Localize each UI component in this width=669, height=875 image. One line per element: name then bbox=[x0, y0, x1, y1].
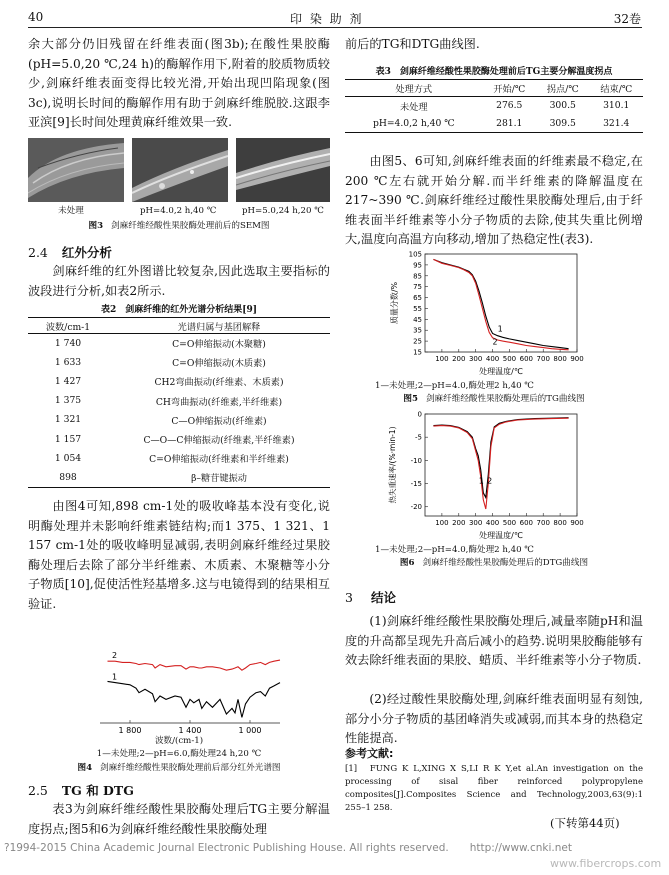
x-tick-label: 400 bbox=[485, 519, 500, 527]
x-tick-label: 200 bbox=[452, 355, 466, 363]
table3-title: 表3 剑麻纤维经酸性果胶酶处理前后TG主要分解温度拐点 bbox=[375, 67, 613, 77]
table-row bbox=[345, 97, 643, 115]
y-tick-label: 85 bbox=[413, 272, 422, 281]
series-label-1: 1 bbox=[497, 324, 503, 334]
fig6-legend: 1—未处理;2—pH=4.0,酶处理2 h,40 ℃ bbox=[375, 545, 534, 555]
fig6-plot bbox=[387, 411, 584, 541]
y-tick-label: 0 bbox=[417, 410, 422, 419]
table2-body bbox=[28, 334, 330, 488]
table-row bbox=[28, 372, 330, 391]
fig6-dtg-chart bbox=[385, 408, 585, 543]
table-row bbox=[28, 410, 330, 429]
fig3-label-b: pH=4.0,2 h,40 ℃ bbox=[140, 206, 217, 216]
left-para-3: 由图4可知,898 cm-1处的吸收峰基本没有变化,说明酶处理并未影响纤维素链结构;而1 375、1 321、1 157 cm-1处的吸收峰明显减弱,表明剑麻纤维经过果胶酶处理后去除了部分半纤维素、木质素、木聚糖等小分子物质[10],促使活性羟基增多.这与电镜得到的结果相互验证. bbox=[28, 499, 330, 611]
table3-header-cell: 处理方式 bbox=[395, 84, 433, 95]
assignment-cell: C—O伸缩振动(纤维素) bbox=[171, 415, 267, 427]
sem-image-ph4 bbox=[132, 138, 228, 202]
conclusion-1: (1)剑麻纤维经酸性果胶酶处理后,减量率随pH和温度的升高都呈现先升高后减小的趋势.说明果胶酶能够有效去除纤维表面的果胶、蜡质、半纤维素等小分子物质. bbox=[345, 614, 643, 667]
right-para-0: 前后的TG和DTG曲线图. bbox=[345, 37, 480, 51]
page-number: 40 bbox=[28, 10, 44, 24]
table3-cell: pH=4.0,2 h,40 ℃ bbox=[372, 117, 455, 129]
x-tick-label: 300 bbox=[468, 519, 483, 527]
x-tick-label: 500 bbox=[502, 355, 517, 363]
x-tick-label: 1 000 bbox=[238, 726, 262, 735]
wavenumber-cell: 1 157 bbox=[54, 433, 82, 445]
section-number: 2.5 bbox=[28, 783, 48, 798]
table3-cell: 310.1 bbox=[603, 100, 630, 112]
table3-header-row bbox=[345, 80, 643, 97]
left-para-2: 剑麻纤维的红外图谱比较复杂,因此选取主要指标的波段进行分析,如表2所示. bbox=[28, 264, 330, 298]
fig3-caption bbox=[28, 220, 330, 233]
table2-header-wavenumber: 波数/cm-1 bbox=[45, 321, 91, 333]
fig4-ir-chart bbox=[80, 645, 290, 735]
y-tick-label: -5 bbox=[415, 433, 422, 442]
table-row bbox=[28, 449, 330, 468]
y-tick-label: 35 bbox=[413, 326, 422, 335]
y-tick-label: 55 bbox=[413, 304, 422, 313]
fig5-caption-text: 剑麻纤维经酸性果胶酶处理后的TG曲线图 bbox=[425, 394, 585, 404]
table2 bbox=[28, 317, 330, 488]
fig3-caption-text: 剑麻纤维经酸性果胶酶处理前后的SEM图 bbox=[111, 221, 270, 231]
y-tick-label: 25 bbox=[413, 337, 422, 346]
journal-name: 印 染 助 剂 bbox=[290, 12, 364, 26]
assignment-cell: C=O伸缩振动(木聚糖) bbox=[172, 339, 266, 351]
x-axis-label: 处理温度/℃ bbox=[479, 531, 523, 540]
series-line-2 bbox=[108, 660, 281, 670]
y-tick-label: 75 bbox=[413, 283, 422, 292]
x-tick-label: 400 bbox=[485, 355, 500, 363]
fig4-caption bbox=[28, 762, 330, 775]
wavenumber-cell: 1 375 bbox=[54, 395, 82, 407]
right-para-1: 由图5、6可知,剑麻纤维表面的纤维素最不稳定,在200 ℃左右就开始分解.而半纤维素的降解温度在217~390 ℃.剑麻纤维经过酸性果胶酶处理后,由于纤维表面半纤维素等小分子物质的去除,使其失重比例增大,温度向高温方向移动,增加了热稳定性(表3). bbox=[345, 154, 643, 246]
wavenumber-cell: 1 054 bbox=[54, 452, 82, 464]
fig6-caption bbox=[345, 557, 643, 570]
sem-image-untreated bbox=[28, 138, 124, 202]
fig4-caption-number: 图4 bbox=[77, 763, 93, 773]
table3-cell: 未处理 bbox=[399, 101, 428, 113]
x-axis-label: 处理温度/℃ bbox=[479, 367, 523, 376]
assignment-cell: C=O伸缩振动(纤维素和半纤维素) bbox=[149, 454, 289, 466]
fig6-caption-number: 图6 bbox=[399, 558, 415, 568]
fig3-sublabels bbox=[28, 205, 330, 218]
section-2-5-heading bbox=[28, 781, 134, 799]
volume: 32卷 bbox=[613, 12, 641, 26]
copyright-footer: ?1994-2015 China Academic Journal Electronic Publishing House. All rights reserved. http://www.cnki.net bbox=[4, 842, 572, 854]
fig3-label-c: pH=5.0,24 h,20 ℃ bbox=[242, 206, 324, 216]
table3-cell: 321.4 bbox=[603, 117, 630, 129]
y-tick-label: 105 bbox=[408, 250, 422, 259]
fig4-caption-text: 剑麻纤维经酸性果胶酶处理前后部分红外光谱图 bbox=[100, 763, 281, 773]
y-tick-label: 15 bbox=[413, 348, 422, 357]
wavenumber-cell: 1 740 bbox=[54, 337, 82, 349]
assignment-cell: C—O—C伸缩振动(纤维素,半纤维素) bbox=[143, 435, 295, 447]
page-header bbox=[0, 0, 669, 30]
x-tick-label: 700 bbox=[536, 519, 550, 527]
table3-cell: 276.5 bbox=[496, 100, 523, 112]
assignment-cell: CH弯曲振动(纤维素,半纤维素) bbox=[155, 396, 283, 408]
x-tick-label: 1 800 bbox=[118, 726, 142, 735]
conclusion-2: (2)经过酸性果胶酶处理,剑麻纤维表面明显有刻蚀,部分小分子物质的基团峰消失或减弱,而其本身的热稳定性能提高. bbox=[345, 692, 643, 745]
plot-frame bbox=[425, 414, 577, 516]
x-tick-label: 600 bbox=[519, 355, 534, 363]
reference-1: [1] FUNG K L,XING X S,LI R K Y,et al.An investigation on the processing of sisal fiber reinforced polypropylene composites[J].Composites Science and Technology,2003,63(9):1 255–1 258. bbox=[345, 764, 643, 813]
series-label-1: 1 bbox=[112, 672, 118, 682]
series-label-2: 2 bbox=[112, 651, 118, 661]
series-label-1: 1 bbox=[478, 476, 484, 486]
series-label-2: 2 bbox=[492, 337, 498, 347]
x-tick-label: 200 bbox=[452, 519, 466, 527]
series-label-2: 2 bbox=[487, 476, 493, 486]
fig3-label-a: 未处理 bbox=[58, 206, 84, 216]
y-tick-label: -15 bbox=[410, 480, 422, 489]
series-line-1 bbox=[433, 259, 568, 348]
table3-cell: 309.5 bbox=[549, 117, 576, 129]
table3-header-cell: 开始/℃ bbox=[493, 84, 526, 95]
section-title: 红外分析 bbox=[61, 245, 112, 260]
assignment-cell: β–糖苷键振动 bbox=[191, 473, 247, 485]
fig5-caption-number: 图5 bbox=[403, 394, 418, 404]
fig3-sem-images bbox=[28, 138, 330, 202]
y-axis-label: 热失重速率/(%·min-1) bbox=[388, 426, 397, 504]
fig6-caption-text: 剑麻纤维经酸性果胶酶处理后的DTG曲线图 bbox=[422, 558, 589, 568]
fig5-tg-chart bbox=[385, 248, 585, 378]
section-number: 3 bbox=[345, 590, 353, 605]
table3-header-cell: 拐点/℃ bbox=[546, 84, 579, 95]
x-tick-label: 900 bbox=[570, 519, 584, 527]
x-tick-label: 800 bbox=[553, 355, 567, 363]
x-tick-label: 500 bbox=[502, 519, 517, 527]
fig3-caption-number: 图3 bbox=[88, 221, 104, 231]
x-tick-label: 100 bbox=[435, 355, 449, 363]
table3 bbox=[345, 79, 643, 133]
fig4-xlabel: 波数/(cm-1) bbox=[154, 736, 204, 746]
wavenumber-cell: 1 633 bbox=[54, 356, 82, 368]
wavenumber-cell: 898 bbox=[59, 471, 77, 483]
left-para-4: 表3为剑麻纤维经酸性果胶酶处理后TG主要分解温度拐点;图5和6为剑麻纤维经酸性果胶酶处理 bbox=[28, 802, 330, 836]
table2-header-assignment: 光谱归属与基团解释 bbox=[177, 321, 261, 333]
watermark: www.fibercrops.com bbox=[550, 857, 662, 870]
x-tick-label: 600 bbox=[519, 519, 534, 527]
wavenumber-cell: 1 321 bbox=[54, 414, 82, 426]
x-tick-label: 800 bbox=[553, 519, 567, 527]
x-tick-label: 1 400 bbox=[178, 726, 202, 735]
series-line-2 bbox=[433, 418, 568, 509]
references-title: 参考文献: bbox=[345, 747, 394, 760]
wavenumber-cell: 1 427 bbox=[54, 375, 82, 387]
section-3-heading bbox=[345, 588, 396, 606]
table-row bbox=[28, 391, 330, 410]
fig5-plot bbox=[389, 251, 584, 377]
section-title: TG 和 DTG bbox=[61, 783, 134, 798]
table-row bbox=[28, 429, 330, 448]
y-tick-label: 95 bbox=[413, 261, 422, 270]
fig4-legend: 1—未处理;2—pH=6.0,酶处理24 h,20 ℃ bbox=[96, 749, 262, 759]
section-2-4-heading bbox=[28, 243, 112, 261]
table2-title: 表2 剑麻纤维的红外光谱分析结果[9] bbox=[100, 305, 258, 315]
fig5-legend: 1—未处理;2—pH=4.0,酶处理2 h,40 ℃ bbox=[375, 381, 534, 391]
assignment-cell: CH2弯曲振动(纤维素、木质素) bbox=[154, 377, 284, 389]
table3-header-cell: 结束/℃ bbox=[600, 84, 633, 95]
sem-image-ph5 bbox=[236, 138, 330, 202]
table3-body bbox=[345, 97, 643, 133]
y-axis-label: 质量分数/% bbox=[390, 281, 399, 325]
x-tick-label: 900 bbox=[570, 355, 584, 363]
series-line-1 bbox=[108, 681, 281, 717]
table-row bbox=[28, 353, 330, 372]
table3-cell: 281.1 bbox=[496, 117, 523, 129]
table-row bbox=[28, 468, 330, 487]
table3-cell: 300.5 bbox=[549, 100, 576, 112]
series-line-1 bbox=[433, 418, 568, 498]
assignment-cell: C=O伸缩振动(木质素) bbox=[172, 358, 266, 370]
x-tick-label: 300 bbox=[468, 355, 483, 363]
x-tick-label: 100 bbox=[435, 519, 449, 527]
header-rule bbox=[28, 27, 642, 28]
left-para-1: 余大部分仍旧残留在纤维表面(图3b);在酸性果胶酶(pH=5.0,20 ℃,24 h)的酶解作用下,附着的胶质物质较少,剑麻纤维表面变得比较光滑,开始出现凹陷现象(图3c),说明长时间的酶解作用有助于剑麻纤维脱胶.这跟李亚滨[9]长时间处理黄麻纤维效果一致. bbox=[28, 37, 330, 129]
table-row bbox=[345, 115, 643, 133]
y-tick-label: -20 bbox=[410, 503, 422, 512]
fig4-plot bbox=[100, 651, 280, 735]
y-tick-label: -10 bbox=[410, 456, 422, 465]
x-tick-label: 700 bbox=[536, 355, 550, 363]
y-tick-label: 45 bbox=[413, 315, 422, 324]
y-tick-label: 65 bbox=[413, 294, 422, 303]
section-number: 2.4 bbox=[28, 245, 48, 260]
continued-note: (下转第44页) bbox=[550, 816, 620, 830]
section-title: 结论 bbox=[370, 590, 396, 605]
fig5-caption bbox=[345, 393, 643, 406]
table-row bbox=[28, 334, 330, 353]
